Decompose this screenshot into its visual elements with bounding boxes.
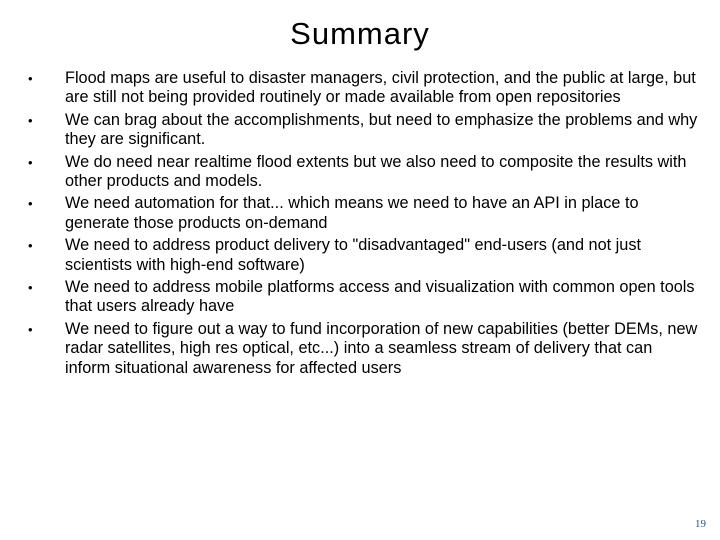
bullet-marker: • [28,71,33,86]
bullet-item [28,236,698,275]
bullet-text: We do need near realtime flood extents but we also need to composite the results with other products and models. [65,152,687,191]
bullet-marker: • [28,154,33,170]
bullet-item [28,153,698,192]
bullet-text: We need automation for that... which means we need to have an API in place to generate those products on-demand [65,194,639,232]
bullet-marker: • [28,112,33,128]
slide-title: Summary [290,16,430,51]
bullet-item [28,69,698,108]
bullet-text: We can brag about the accomplishments, but need to emphasize the problems and why they are significant. [65,110,698,149]
bullet-marker: • [28,238,33,254]
bullet-item [28,194,698,233]
bullet-item [28,320,698,378]
bullet-marker: • [28,196,33,212]
bullet-item [28,278,698,317]
bullet-marker: • [28,280,33,296]
bullet-text: We need to address product delivery to "disadvantaged" end-users (and not just scientists with high-end software) [65,236,642,274]
bullet-text: Flood maps are useful to disaster managers, civil protection, and the public at large, but are still not being provided routinely or made available from open repositories [65,69,696,107]
bullet-item [28,111,698,150]
bullet-list [28,69,698,381]
bullet-text: We need to address mobile platforms access and visualization with common open tools that users already have [65,278,695,316]
bullet-marker: • [28,321,33,337]
page-number: 19 [695,518,706,530]
bullet-text: We need to figure out a way to fund incorporation of new capabilities (better DEMs, new radar satellites, high res optical, etc...) into a seamless stream of delivery that can inform situational awareness for affected users [65,319,698,377]
